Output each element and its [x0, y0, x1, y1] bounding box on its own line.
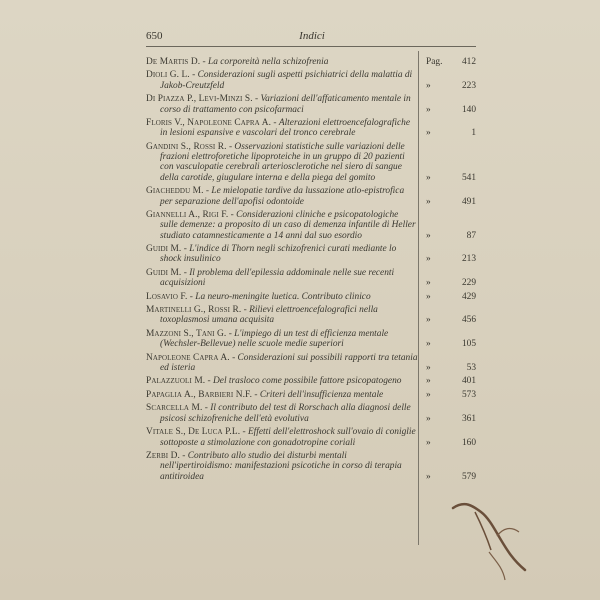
entry-separator: - [200, 57, 208, 67]
ditto-mark: » [426, 254, 431, 265]
entry-page-ref [420, 315, 476, 325]
entry-separator: - [229, 352, 238, 363]
entry-author: Palazzuoli M. [146, 376, 206, 387]
entry-page-number: 223 [461, 80, 476, 91]
running-title: Indici [299, 30, 325, 42]
index-entry [146, 403, 476, 424]
entry-author: Zerbi D. [146, 450, 180, 461]
ditto-mark: » [426, 172, 431, 183]
entry-separator: - [187, 291, 196, 302]
index-entry [146, 118, 476, 139]
entry-page-ref [420, 414, 476, 424]
entry-title: Effetti dell'elettroshock sull'ovaio di coniglie sottoposte a stimolazione con gonadotropine coriali [160, 427, 416, 448]
entry-page-number: 401 [461, 376, 476, 387]
entry-text [146, 329, 418, 350]
entry-title: Il contributo del test di Rorschach alla diagnosi delle psicosi schizofreniche dell'età evolutiva [160, 403, 411, 424]
index-entry [146, 57, 476, 67]
entry-separator: - [205, 376, 214, 387]
header-rule [146, 46, 476, 47]
entry-text [146, 268, 418, 289]
entry-title: Criteri dell'insufficienza mentale [259, 389, 384, 400]
index-entry [146, 292, 476, 302]
entry-text [146, 57, 418, 67]
ditto-mark: » [426, 437, 431, 448]
index-entry [146, 94, 476, 115]
entry-author: Giacheddu M. [146, 186, 204, 197]
entry-page-ref [420, 292, 476, 302]
entry-separator: - [271, 118, 279, 129]
entry-page-ref [420, 278, 476, 288]
index-entry [146, 353, 476, 374]
ditto-mark: » [426, 104, 431, 115]
entry-title: Considerazioni sui possibili rapporti tra tetania ed isteria [160, 352, 418, 373]
entry-page-number: 53 [466, 362, 476, 373]
entry-title: Variazioni dell'affaticamento mentale in corso di trattamento con psicofarmaci [160, 94, 411, 115]
ditto-mark: » [426, 471, 431, 482]
ditto-mark: » [426, 389, 431, 400]
entry-title: Considerazioni sugli aspetti psichiatrici della malattia di Jakob-Creutzfeld [160, 70, 413, 91]
entry-author: Guidi M. [146, 267, 182, 278]
index-entry [146, 268, 476, 289]
entry-title: L'indice di Thorn negli schizofrenici curati mediante lo shock insulinico [160, 244, 397, 265]
entry-page-ref [420, 254, 476, 264]
entry-text [146, 186, 418, 207]
entry-text [146, 305, 418, 326]
entry-separator: - [179, 450, 188, 461]
page-header [146, 30, 478, 46]
entry-author: Giannelli A., Rigi F. [146, 209, 229, 220]
index-entry [146, 70, 476, 91]
index-entry [146, 451, 476, 482]
entry-author: Di Piazza P., Levi-Minzi S. [146, 94, 253, 105]
entry-text [146, 376, 418, 386]
entry-text [146, 451, 418, 482]
ditto-mark: » [426, 339, 431, 350]
entry-page-number: 105 [461, 339, 476, 350]
index-entry [146, 244, 476, 265]
entry-author: Floris V., Napoleone Capra A. [146, 118, 272, 129]
entry-separator: - [241, 305, 250, 316]
ditto-mark: » [426, 196, 431, 207]
index-entry [146, 390, 476, 400]
entry-page-number: 429 [461, 291, 476, 302]
entry-author: Vitale S., De Luca P.L. [146, 427, 241, 438]
index-entry [146, 376, 476, 386]
entry-text [146, 353, 418, 374]
entry-separator: - [228, 209, 237, 220]
entry-title: Il problema dell'epilessia addominale nelle sue recenti acquisizioni [160, 267, 395, 289]
entry-separator: - [189, 70, 198, 81]
ditto-mark: » [426, 315, 431, 326]
entry-page-ref [420, 390, 476, 400]
ditto-mark: » [426, 376, 431, 387]
ditto-mark: » [426, 128, 431, 139]
entry-page-ref [420, 472, 476, 482]
entry-title: Considerazioni cliniche e psicopatologiche sulle demenze: a proposito di un caso di demenza infantile di Heller studiato catamnesticamente a 14 anni dal suo esordio [160, 209, 416, 241]
entry-page-number: 579 [461, 471, 476, 482]
entry-page-ref [420, 363, 476, 373]
entry-author: Mazzoni S., Tani G. [146, 328, 227, 339]
entry-text [146, 292, 418, 302]
entry-title: Le mielopatie tardive da lussazione atlo-epistrofica per separazione dell'apofisi odontoide [160, 186, 405, 207]
entry-page-number: 456 [461, 315, 476, 326]
entry-page-number: 412 [461, 57, 476, 67]
entry-page-ref [420, 339, 476, 349]
entry-page-ref [420, 57, 476, 67]
entry-text [146, 142, 418, 183]
entry-author: Scarcella M. [146, 403, 203, 414]
entry-title: Rilievi elettroencefalografici nella toxoplasmosi umana acquisita [160, 305, 378, 326]
entry-text [146, 427, 418, 448]
ditto-mark: » [426, 362, 431, 373]
entry-page-number: 140 [461, 104, 476, 115]
index-entry [146, 186, 476, 207]
entry-text [146, 244, 418, 265]
entry-page-ref [420, 231, 476, 241]
entry-page-number: 1 [471, 128, 476, 139]
entry-page-number: 213 [461, 254, 476, 265]
entry-separator: - [252, 389, 260, 400]
entry-page-ref [420, 105, 476, 115]
index-entry [146, 142, 476, 183]
entry-page-number: 491 [461, 196, 476, 207]
entry-page-number: 361 [461, 413, 476, 424]
entry-title: Contributo allo studio dei disturbi mentali nell'ipertiroidismo: manifestazioni psicotiche in corso di terapia antitiroidea [160, 450, 402, 482]
entry-page-ref [420, 376, 476, 386]
entry-separator: - [226, 328, 235, 339]
entry-title: La corporeità nella schizofrenia [208, 57, 329, 67]
ditto-mark: » [426, 278, 431, 289]
entry-title: Del trasloco come possibile fattore psicopatogeno [213, 376, 402, 387]
entry-page-ref [420, 197, 476, 207]
entry-text [146, 70, 418, 91]
entry-author: Dioli G. L. [146, 70, 190, 81]
index-entry [146, 329, 476, 350]
entry-author: Martinelli G., Rossi R. [146, 305, 242, 316]
entry-separator: - [202, 403, 211, 414]
ditto-mark: » [426, 291, 431, 302]
entry-author: De Martis D. [146, 57, 201, 67]
index-entry [146, 427, 476, 448]
entry-text [146, 390, 418, 400]
ditto-mark: » [426, 80, 431, 91]
entry-title: Alterazioni elettroencefalografiche in lesioni espansive e vascolari del tronco cerebrale [160, 118, 410, 139]
entry-separator: - [252, 94, 261, 105]
entry-page-number: 573 [461, 389, 476, 400]
entry-title: La neuro-meningite luetica. Contributo clinico [195, 291, 371, 302]
ditto-mark: » [426, 413, 431, 424]
entry-author: Gandini S., Rossi R. [146, 141, 227, 152]
entry-text [146, 94, 418, 115]
index-list [146, 57, 476, 485]
entry-page-number: 87 [466, 230, 476, 241]
entry-page-ref [420, 173, 476, 183]
entry-page-number: 541 [461, 172, 476, 183]
entry-title: L'impiego di un test di efficienza mentale (Wechsler-Bellevue) nelle scuole medie superiori [160, 328, 389, 350]
entry-text [146, 403, 418, 424]
index-entry [146, 305, 476, 326]
entry-title: Osservazioni statistiche sulle variazioni delle frazioni elettroforetiche lipoproteiche in un gruppo di 20 pazienti con vasculopatie cerebrali arteriosclerotiche nel siero di sangue della carotide, giugulare interna e della piega del gomito [160, 141, 405, 183]
index-entry [146, 210, 476, 241]
entry-separator: - [203, 186, 212, 197]
entry-author: Losavio F. [146, 291, 188, 302]
entry-separator: - [240, 427, 248, 438]
entry-page-ref [420, 438, 476, 448]
entry-author: Napoleone Capra A. [146, 352, 230, 363]
entry-page-ref [420, 81, 476, 91]
entry-separator: - [181, 244, 190, 255]
entry-text [146, 210, 418, 241]
ditto-mark: » [426, 230, 431, 241]
entry-author: Papaglia A., Barbieri N.F. [146, 389, 253, 400]
entry-separator: - [226, 141, 235, 152]
entry-text [146, 118, 418, 139]
entry-page-ref [420, 128, 476, 138]
entry-page-number: 229 [461, 278, 476, 289]
entry-separator: - [181, 267, 190, 278]
ink-stain [445, 490, 540, 590]
page-number: 650 [146, 30, 163, 42]
entry-author: Guidi M. [146, 244, 182, 255]
page-prefix: Pag. [426, 57, 443, 67]
entry-page-number: 160 [461, 437, 476, 448]
